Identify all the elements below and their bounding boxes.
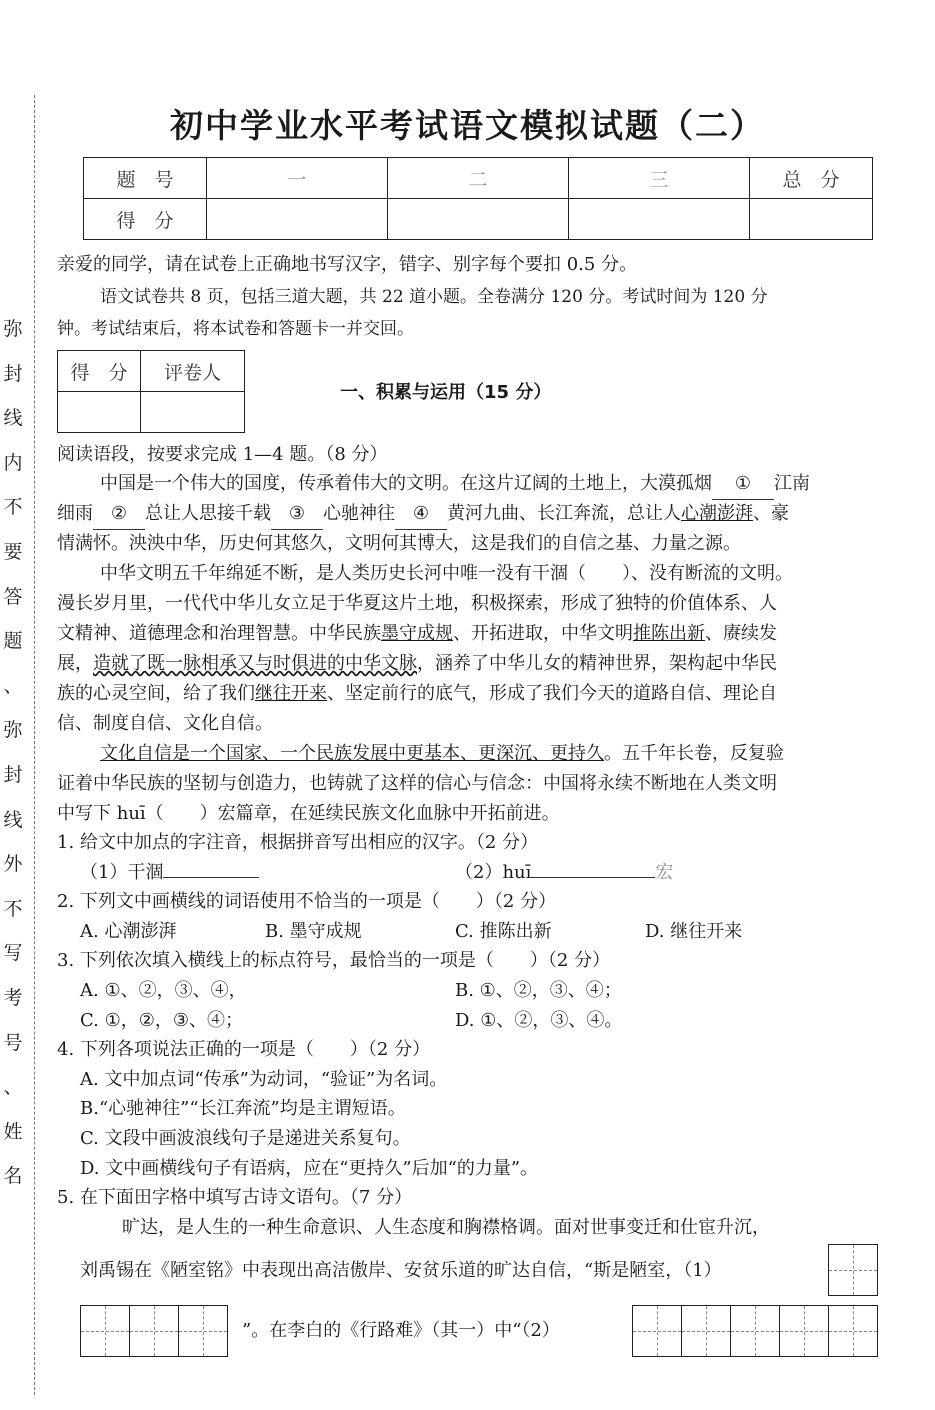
score-header-total: 总 分	[750, 158, 873, 199]
tianzige-grid[interactable]	[80, 1305, 228, 1357]
option-d[interactable]: D. ①、②，③、④。	[455, 1010, 623, 1031]
section-1-title: 一、积累与运用（15 分）	[340, 382, 552, 403]
intro-line-3: 钟。考试结束后，将本试卷和答题卡一并交回。	[57, 319, 414, 339]
question-3: 3. 下列依次填入横线上的标点符号，最恰当的一项是（ ）（2 分）	[57, 950, 611, 971]
passage-line: 族的心灵空间，给了我们继往开来、坚定前行的底气，形成了我们今天的道路自信、理论自	[57, 683, 777, 704]
score-cell-1[interactable]	[207, 199, 388, 240]
score-header-label: 题 号	[84, 158, 207, 199]
page-title: 初中学业水平考试语文模拟试题（二）	[170, 106, 765, 145]
intro-line-2: 语文试卷共 8 页，包括三道大题，共 22 道小题。全卷满分 120 分。考试时间为 120 分	[100, 287, 768, 307]
question-1-part-2: （2）huī 宏	[455, 862, 674, 883]
question-5: 5. 在下面田字格中填写古诗文语句。（7 分）	[57, 1187, 413, 1208]
score-cell-2[interactable]	[388, 199, 569, 240]
wavy-sentence: 造就了既一脉相承又与时俱进的中华文脉	[93, 653, 417, 674]
answer-blank[interactable]	[531, 877, 655, 878]
question-4: 4. 下列各项说法正确的一项是（ ）（2 分）	[57, 1039, 431, 1060]
grader-name-cell[interactable]	[141, 392, 245, 433]
underlined-term: 推陈出新	[633, 623, 705, 644]
blank-3: ③	[271, 499, 323, 530]
passage-line: 展，造就了既一脉相承又与时俱进的中华文脉，涵养了中华儿女的精神世界，架构起中华民	[57, 653, 777, 674]
blank-1: ①	[712, 469, 774, 500]
tianzige-cell[interactable]	[81, 1306, 130, 1356]
grader-table	[57, 350, 245, 433]
option-a[interactable]: A. 文中加点词“传承”为动词，“验证”为名词。	[80, 1069, 448, 1090]
score-header-2: 二	[388, 158, 569, 199]
option-c[interactable]: C. 推陈出新	[455, 921, 552, 942]
score-table	[83, 157, 873, 240]
grader-score-label: 得 分	[58, 351, 141, 392]
score-header-1: 一	[207, 158, 388, 199]
tianzige-cell[interactable]	[829, 1306, 877, 1356]
grader-score-cell[interactable]	[58, 392, 141, 433]
question-5-text: ”。在李白的《行路难》（其一）中“（2）	[242, 1320, 560, 1341]
option-a[interactable]: A. 心潮澎湃	[80, 921, 177, 942]
tianzige-grid[interactable]	[828, 1244, 878, 1296]
seal-notice: 弥 封 线 内 不 要 答 题 、 弥 封 线 外 不 写 考 号 、 姓 名	[3, 318, 23, 1188]
tianzige-cell[interactable]	[179, 1306, 227, 1356]
tianzige-grid[interactable]	[632, 1305, 878, 1357]
option-a[interactable]: A. ①、②，③、④，	[80, 980, 247, 1001]
score-cell-total[interactable]	[750, 199, 873, 240]
passage-line: 细雨 ② 总让人思接千载 ③ 心驰神往 ④ 黄河九曲、长江奔流，总让人心潮澎湃、豪	[57, 499, 789, 530]
passage-line: 文化自信是一个国家、一个民族发展中更基本、更深沉、更持久。五千年长卷，反复验	[100, 743, 784, 764]
option-b[interactable]: B. ①、②，③、④；	[455, 980, 622, 1001]
option-d[interactable]: D. 继往开来	[645, 921, 743, 942]
tianzige-cell[interactable]	[829, 1245, 877, 1295]
question-5-text: 旷达，是人生的一种生命意识、人生态度和胸襟格调。面对世事变迁和仕宦升沉，	[122, 1217, 770, 1238]
underlined-term: 继往开来	[255, 683, 327, 704]
passage-line: 中华文明五千年绵延不断，是人类历史长河中唯一没有干涸（ ）、没有断流的文明。	[100, 563, 793, 584]
passage-line: 信、制度自信、文化自信。	[57, 713, 273, 734]
score-header-3: 三	[569, 158, 750, 199]
tianzige-cell[interactable]	[731, 1306, 780, 1356]
question-5-text: 刘禹锡在《陋室铭》中表现出高洁傲岸、安贫乐道的旷达自信，“斯是陋室，（1）	[80, 1260, 722, 1281]
option-b[interactable]: B. 墨守成规	[265, 921, 362, 942]
tianzige-cell[interactable]	[682, 1306, 731, 1356]
tianzige-cell[interactable]	[130, 1306, 179, 1356]
score-row-label: 得 分	[84, 199, 207, 240]
option-c[interactable]: C. 文段中画波浪线句子是递进关系复句。	[80, 1128, 411, 1149]
passage-instruction: 阅读语段，按要求完成 1—4 题。（8 分）	[57, 444, 388, 465]
option-d[interactable]: D. 文中画横线句子有语病，应在“更持久”后加“的力量”。	[80, 1158, 539, 1179]
passage-line: 中写下 huī（ ）宏篇章，在延续民族文化血脉中开拓前进。	[57, 803, 560, 824]
tianzige-cell[interactable]	[780, 1306, 829, 1356]
seal-line	[34, 95, 35, 1395]
underlined-term: 心潮澎湃	[681, 503, 753, 524]
score-cell-3[interactable]	[569, 199, 750, 240]
passage-line: 证着中华民族的坚韧与创造力，也铸就了这样的信心与信念：中国将永续不断地在人类文明	[57, 773, 777, 794]
passage-line: 中国是一个伟大的国度，传承着伟大的文明。在这片辽阔的土地上，大漠孤烟 ① 江南	[100, 469, 810, 500]
passage-line: 文精神、道德理念和治理智慧。中华民族墨守成规、开拓进取，中华文明推陈出新、赓续发	[57, 623, 777, 644]
answer-blank[interactable]	[163, 877, 259, 878]
blank-4: ④	[395, 499, 447, 530]
passage-line: 情满怀。泱泱中华，历史何其悠久，文明何其博大，这是我们的自信之基、力量之源。	[57, 533, 741, 554]
blank-2: ②	[93, 499, 145, 530]
question-1: 1. 给文中加点的字注音，根据拼音写出相应的汉字。（2 分）	[57, 832, 539, 853]
passage-line: 漫长岁月里，一代代中华儿女立足于华夏这片土地，积极探索，形成了独特的价值体系、人	[57, 593, 777, 614]
grader-name-label: 评卷人	[141, 351, 245, 392]
underlined-term: 墨守成规	[381, 623, 453, 644]
tianzige-cell[interactable]	[633, 1306, 682, 1356]
option-b[interactable]: B.“心驰神往”“长江奔流”均是主谓短语。	[80, 1098, 406, 1119]
question-1-part-1: （1）干涸	[80, 858, 259, 888]
intro-line-1: 亲爱的同学，请在试卷上正确地书写汉字，错字、别字每个要扣 0.5 分。	[57, 254, 638, 275]
question-2: 2. 下列文中画横线的词语使用不恰当的一项是（ ）（2 分）	[57, 891, 557, 912]
option-c[interactable]: C. ①，②，③、④；	[80, 1010, 243, 1031]
underlined-sentence: 文化自信是一个国家、一个民族发展中更基本、更深沉、更持久	[100, 743, 604, 764]
